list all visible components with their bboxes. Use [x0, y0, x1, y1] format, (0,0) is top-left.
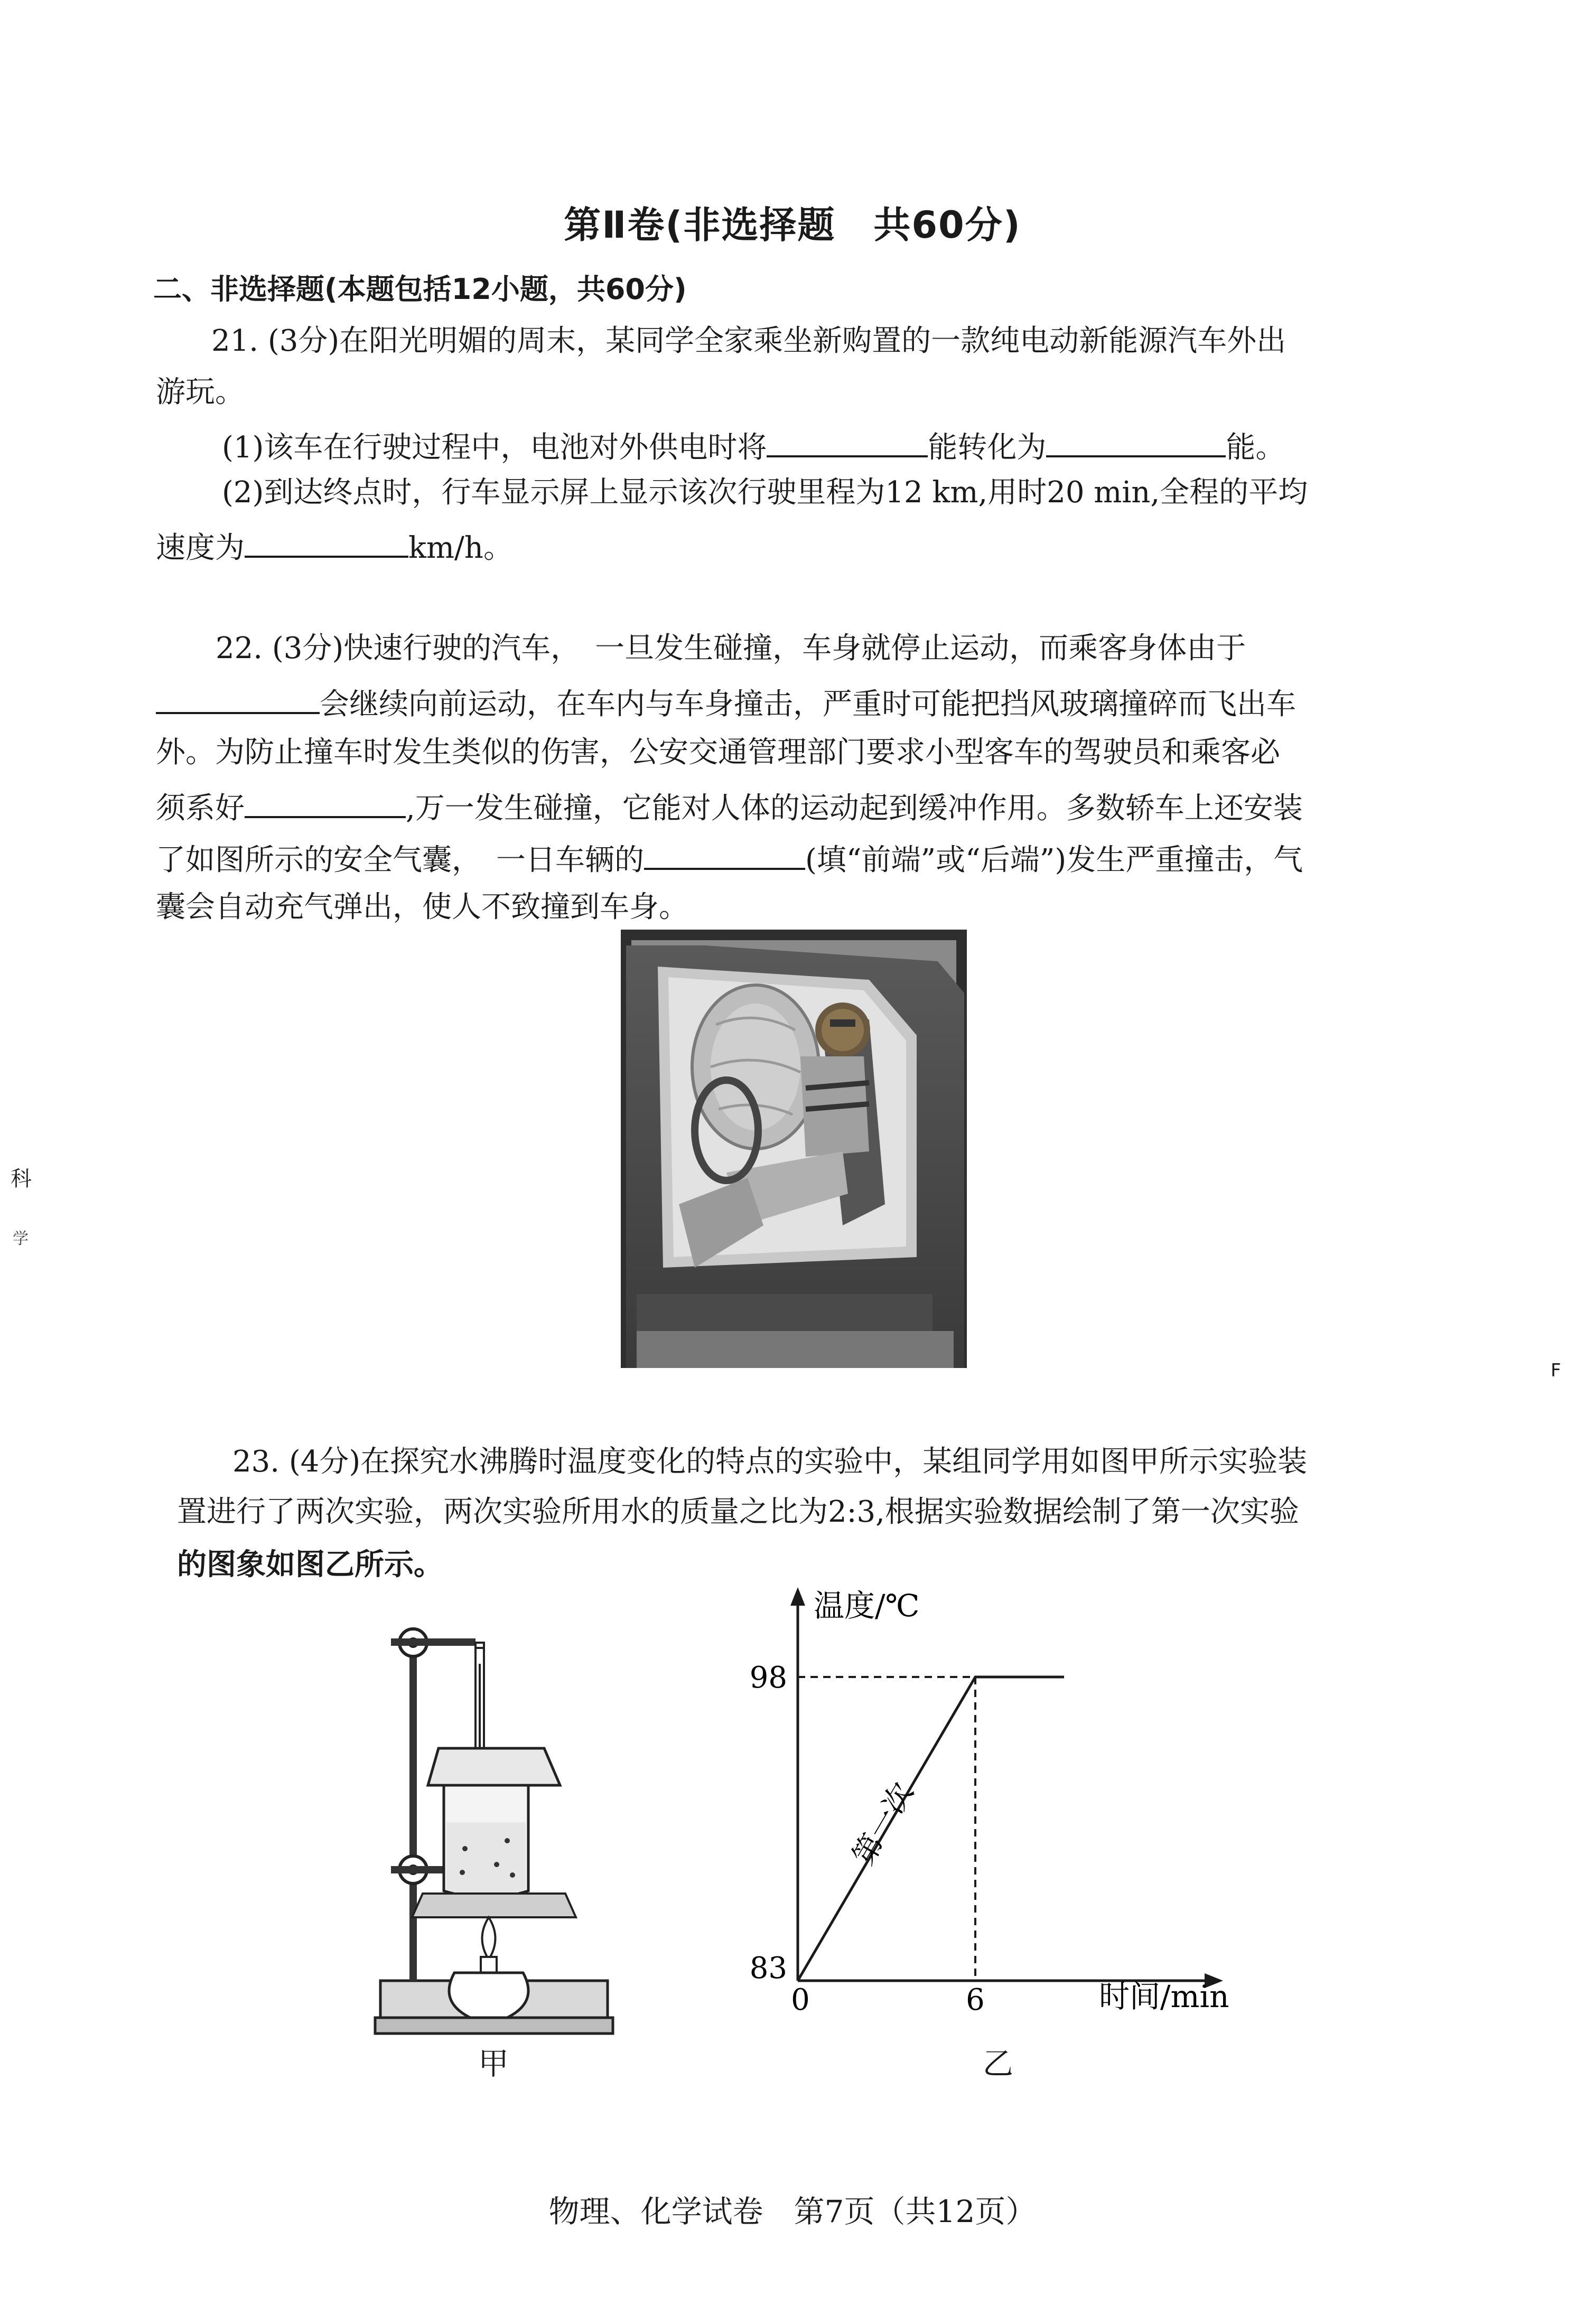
q21-blank-3[interactable]	[245, 529, 408, 558]
q22-line-6: 囊会自动充气弹出，使人不致撞到车身。	[156, 890, 688, 924]
q21-part-1-text-a: (1)该车在行驶过程中，电池对外供电时将	[222, 430, 767, 465]
boiling-apparatus-illustration	[370, 1600, 623, 2049]
temperature-time-chart	[729, 1579, 1268, 2028]
q21-part-2-line-1: (2)到达终点时，行车显示屏上显示该次行驶里程为12 km,用时20 min,全程的平均	[222, 475, 1308, 510]
y-tick-label-98: 98	[749, 1661, 787, 1695]
series-line-first-trial	[798, 1677, 1064, 1981]
page-title: 第Ⅱ卷(非选择题 共60分)	[564, 203, 1021, 247]
q22-line-3: 外。为防止撞车时发生类似的伤害，公安交通管理部门要求小型客车的驾驶员和乘客必	[156, 735, 1280, 770]
section-heading: 二、非选择题(本题包括12小题，共60分)	[153, 273, 687, 306]
q22-line-2-text: 会继续向前运动，在车内与车身撞击，严重时可能把挡风玻璃撞碎而飞出车	[320, 687, 1296, 721]
q21-blank-1[interactable]	[767, 429, 928, 457]
q23-line-3: 的图象如图乙所示。	[177, 1548, 443, 1582]
q22-line-1: 22. (3分)快速行驶的汽车， 一旦发生碰撞，车身就停止运动，而乘客身体由于	[216, 631, 1246, 666]
q22-line-4-text-a: 须系好	[156, 791, 245, 826]
boiling-apparatus-figure	[370, 1600, 623, 2049]
y-axis-arrow	[790, 1587, 805, 1606]
q22-line-2	[156, 686, 1296, 719]
x-tick-label-6: 6	[966, 1983, 985, 2017]
q21-part-1	[222, 429, 1285, 463]
q21-part-1-text-b: 能转化为	[928, 430, 1047, 465]
q22-line-4-text-b: ,万一发生碰撞，它能对人体的运动起到缓冲作用。多数轿车上还安装	[406, 791, 1303, 826]
series-label-first-trial: 第一次	[846, 1777, 921, 1871]
x-tick-label-0: 0	[791, 1983, 810, 2017]
q22-blank-2[interactable]	[245, 790, 406, 818]
chart-svg	[729, 1579, 1268, 2028]
q22-line-4	[156, 790, 1303, 826]
q22-line-5	[156, 841, 1303, 875]
x-axis-label: 时间/min	[1099, 1979, 1229, 2014]
q22-line-5-text-a: 了如图所示的安全气囊， 一日车辆的	[156, 843, 644, 877]
q21-part-2-line-2	[156, 529, 513, 563]
q23-line-1: 23. (4分)在探究水沸腾时温度变化的特点的实验中，某组同学用如图甲所示实验装	[232, 1445, 1308, 1479]
q22-blank-1[interactable]	[156, 686, 320, 714]
airbag-photo	[621, 930, 967, 1368]
q23-line-2: 置进行了两次实验，两次实验所用水的质量之比为2:3,根据实验数据绘制了第一次实验	[177, 1495, 1299, 1529]
page-footer: 物理、化学试卷 第7页（共12页）	[548, 2194, 1037, 2229]
q21-intro-line-2: 游玩。	[156, 375, 245, 409]
q21-part-2-text-b: 速度为	[156, 531, 245, 565]
airbag-photo-illustration	[621, 930, 967, 1368]
q21-intro-line-1: 21. (3分)在阳光明媚的周末，某同学全家乘坐新购置的一款纯电动新能源汽车外出	[211, 324, 1286, 358]
q22-line-5-text-b: (填“前端”或“后端”)发生严重撞击，气	[805, 843, 1303, 877]
q21-part-2-text-c: km/h。	[408, 531, 513, 565]
q21-blank-2[interactable]	[1046, 429, 1226, 457]
y-axis-label: 温度/℃	[814, 1588, 920, 1624]
q21-part-1-text-c: 能。	[1226, 430, 1285, 465]
side-mark-left-1: 科	[11, 1167, 32, 1191]
side-mark-left-2: 学	[13, 1230, 29, 1248]
y-tick-label-83: 83	[749, 1951, 787, 1985]
apparatus-caption: 甲	[478, 2046, 509, 2082]
q22-blank-3[interactable]	[644, 841, 805, 870]
side-mark-right: F	[1551, 1360, 1561, 1381]
graph-caption: 乙	[983, 2046, 1014, 2082]
